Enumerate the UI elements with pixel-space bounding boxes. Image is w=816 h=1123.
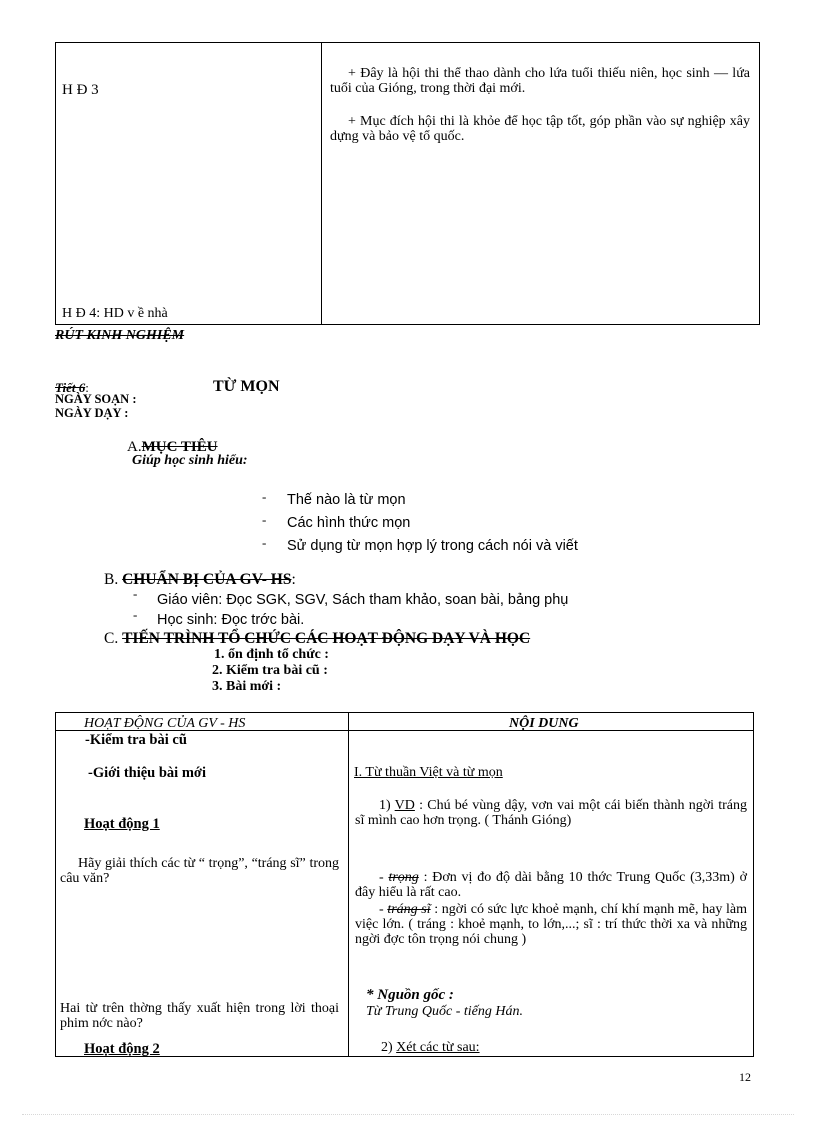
bullet-dash: - bbox=[262, 512, 267, 527]
bullet-dash: - bbox=[262, 535, 267, 550]
lesson-title: TỪ MỌN bbox=[213, 378, 280, 395]
section-b-item: Học sinh: Đọc trớc bài. bbox=[157, 612, 305, 628]
question-2: Hai từ trên thờng thấy xuất hiện trong lời thoại phim nớc nào? bbox=[60, 1001, 339, 1031]
vd-label: VD bbox=[394, 798, 415, 813]
top-table-hd4: H Đ 4: HD v ề nhà bbox=[62, 306, 168, 321]
tiet-label: Tiết 6 bbox=[55, 380, 86, 395]
bullet-dash: - bbox=[133, 586, 138, 601]
vd-prefix: 1) bbox=[379, 798, 391, 813]
xet-cac-tu bbox=[381, 1040, 480, 1056]
main-table-divider bbox=[348, 712, 349, 1057]
section-a-prefix: A. bbox=[127, 439, 142, 455]
section-a-item: Thế nào là từ mọn bbox=[287, 492, 406, 508]
bullet-dash: - bbox=[262, 489, 267, 504]
ngay-day: NGÀY DẠY : bbox=[55, 406, 129, 420]
section-a-title: MỤC TIÊU bbox=[141, 439, 218, 455]
hoat-dong-1: Hoạt động 1 bbox=[84, 816, 160, 832]
section-c-heading bbox=[104, 630, 530, 648]
ngay-soan: NGÀY SOẠN : bbox=[55, 392, 137, 406]
top-table-para1: + Đây là hội thi thể thao dành cho lứa tuổi thiếu niên, học sinh — lứa tuổi của Gióng, trong thời đại mới. bbox=[330, 66, 750, 96]
section-a-subtitle: Giúp học sinh hiểu: bbox=[132, 453, 248, 468]
rut-kinh-nghiem-heading: RÚT KINH NGHIỆM bbox=[55, 328, 185, 343]
section-b-item: Giáo viên: Đọc SGK, SGV, Sách tham khảo, soan bài, bảng phụ bbox=[157, 592, 569, 608]
top-table-para2: + Mục đích hội thi là khỏe để học tập tốt, góp phần vào sự nghiệp xây dựng và bảo vệ tổ quốc. bbox=[330, 114, 750, 144]
footer-dotted-line bbox=[22, 1114, 794, 1115]
main-table-header-right: NỘI DUNG bbox=[509, 716, 579, 731]
gioi-thieu-bai-moi: -Giới thiệu bài mới bbox=[88, 765, 206, 781]
kiem-tra-bai-cu: -Kiểm tra bài cũ bbox=[85, 732, 187, 748]
trang-si-definition: - tráng sĩ : ngời có sức lực khoẻ mạnh, chí khí mạnh mẽ, hay làm việc lớn. ( tráng : khoẻ mạnh, to lớn,...; sĩ : trí thức thời xa và những ngời đợc tôn trọng nói chung ) bbox=[355, 902, 748, 947]
section-i-title: I. Từ thuần Việt và từ mọn bbox=[354, 765, 503, 780]
trong-term: trọng bbox=[388, 870, 419, 885]
xet-prefix: 2) bbox=[381, 1040, 393, 1055]
trong-definition: - trọng : Đơn vị đo độ dài bằng 10 thớc Trung Quốc (3,33m) ở đây hiểu là rất cao. bbox=[355, 870, 747, 900]
bullet-dash: - bbox=[133, 607, 138, 622]
tiet-colon: : bbox=[85, 380, 89, 395]
main-table-header-left: HOẠT ĐỘNG CỦA GV - HS bbox=[84, 716, 246, 731]
section-b-colon: : bbox=[291, 571, 296, 588]
vd-text: : Chú bé vùng dậy, vơn vai một cái biến thành ngời tráng sĩ mình cao hơn trọng. ( Thánh Gióng) bbox=[355, 798, 747, 828]
top-table-divider bbox=[321, 42, 322, 325]
xet-text: Xét các từ sau: bbox=[396, 1040, 480, 1055]
hoat-dong-2: Hoạt động 2 bbox=[84, 1041, 160, 1057]
section-a-item: Sử dụng từ mọn hợp lý trong cách nói và viết bbox=[287, 538, 578, 554]
section-c-title: TIẾN TRÌNH TỔ CHỨC CÁC HOẠT ĐỘNG DẠY VÀ HỌC bbox=[122, 630, 531, 647]
section-c-prefix: C. bbox=[104, 630, 119, 647]
section-b-title: CHUẨN BỊ CỦA GV- HS bbox=[122, 571, 292, 588]
top-table-hd3: H Đ 3 bbox=[62, 82, 99, 98]
trang-si-text: : ngời có sức lực khoẻ mạnh, chí khí mạnh mẽ, hay làm việc lớn. ( tráng : khoẻ mạnh, to lớn,...; sĩ : trí thức thời xa và những ngời đợc tôn trọng nói chung ) bbox=[355, 902, 748, 947]
question-1: Hãy giải thích các từ “ trọng”, “tráng sĩ” trong câu văn? bbox=[60, 856, 339, 886]
section-c-step: 3. Bài mới : bbox=[212, 679, 282, 694]
section-c-step: 2. Kiểm tra bài cũ : bbox=[212, 663, 328, 678]
section-a-item: Các hình thức mọn bbox=[287, 515, 411, 531]
section-c-step: 1. ổn định tổ chức : bbox=[214, 647, 329, 662]
section-b-prefix: B. bbox=[104, 571, 119, 588]
trang-si-term: tráng sĩ bbox=[387, 902, 431, 917]
trong-text: : Đơn vị đo độ dài bằng 10 thớc Trung Quốc (3,33m) ở đây hiểu là rất cao. bbox=[355, 870, 747, 900]
vd-paragraph bbox=[355, 798, 747, 828]
page-number: 12 bbox=[739, 1070, 751, 1084]
nguon-goc-text: Từ Trung Quốc - tiếng Hán. bbox=[366, 1004, 523, 1019]
nguon-goc-label: * Nguồn gốc : bbox=[366, 987, 454, 1003]
